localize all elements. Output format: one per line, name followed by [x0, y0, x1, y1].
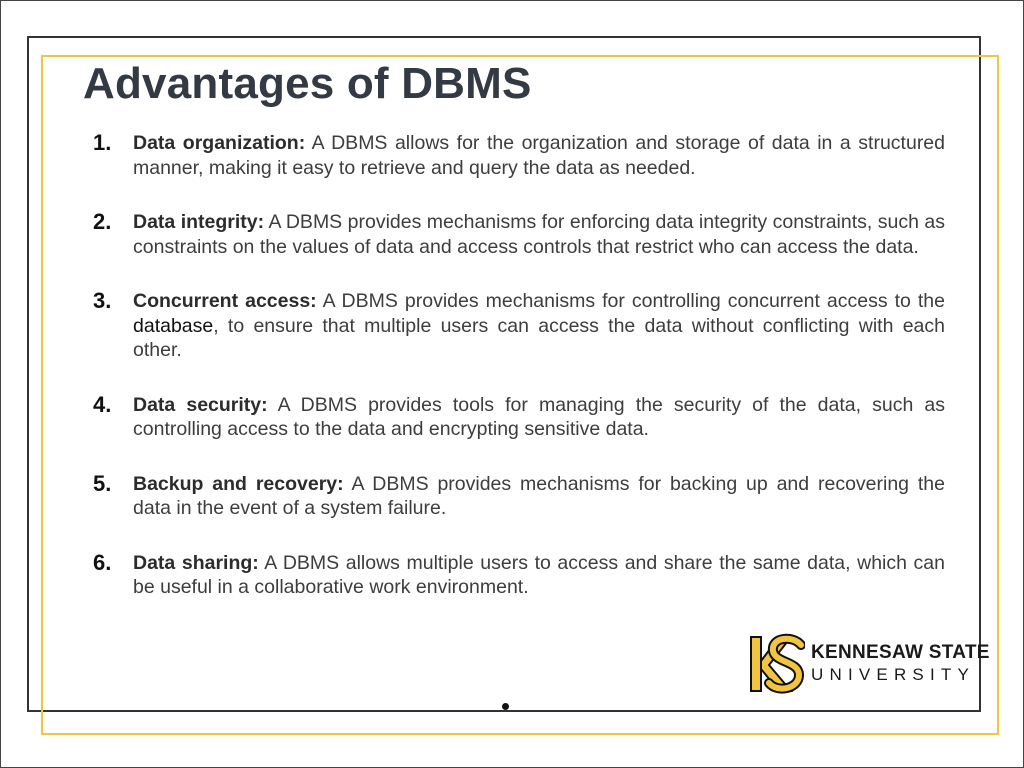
list-item [93, 393, 945, 442]
list-item [93, 472, 945, 521]
logo-text [811, 642, 990, 686]
logo-line-1: KENNESAW STATE [811, 642, 990, 663]
item-text: A DBMS provides tools for managing the security of the data, such as controlling access to the data and encrypting sensitive data. [133, 393, 945, 440]
item-term: Data integrity: [133, 211, 265, 233]
advantages-list [93, 131, 945, 600]
item-number: 5. [93, 470, 112, 496]
item-term: Data organization: [133, 132, 306, 154]
item-body [133, 472, 945, 521]
list-item [93, 289, 945, 363]
item-text: A DBMS provides mechanisms for controlling concurrent access to the [316, 290, 945, 312]
item-body [133, 289, 945, 363]
item-term: Data security: [133, 393, 268, 416]
logo-line-2: UNIVERSITY [811, 665, 976, 684]
database-link[interactable]: database [133, 314, 214, 337]
item-body [133, 551, 945, 600]
item-number: 2. [93, 209, 112, 234]
list-item [93, 131, 945, 180]
item-number: 6. [93, 549, 112, 575]
item-text-after: , to ensure that multiple users can access the data without conflicting with each other. [133, 314, 945, 361]
item-body [133, 210, 945, 259]
item-number: 1. [93, 130, 112, 155]
item-text: A DBMS allows for the organization and storage of data in a structured manner, making it easy to retrieve and query the data as needed. [133, 132, 945, 179]
item-term: Backup and recovery: [133, 472, 344, 495]
ks-monogram-icon [747, 631, 805, 697]
item-number: 4. [93, 391, 112, 417]
item-term: Concurrent access: [133, 290, 317, 312]
item-text: A DBMS provides mechanisms for enforcing data integrity constraints, such as constraints on the values of data and access controls that restrict who can access the data. [133, 211, 945, 258]
item-text: A DBMS allows multiple users to access and share the same data, which can be useful in a collaborative work environment. [133, 551, 945, 598]
item-body [133, 131, 945, 180]
bullet-dot [502, 703, 509, 710]
list-item [93, 551, 945, 600]
item-body [133, 393, 945, 442]
university-logo [747, 629, 990, 699]
item-text: A DBMS provides mechanisms for backing up and recovering the data in the event of a system failure. [133, 472, 945, 519]
list-item [93, 210, 945, 259]
slide-title: Advantages of DBMS [83, 59, 532, 108]
item-number: 3. [93, 288, 112, 313]
item-term: Data sharing: [133, 551, 259, 574]
